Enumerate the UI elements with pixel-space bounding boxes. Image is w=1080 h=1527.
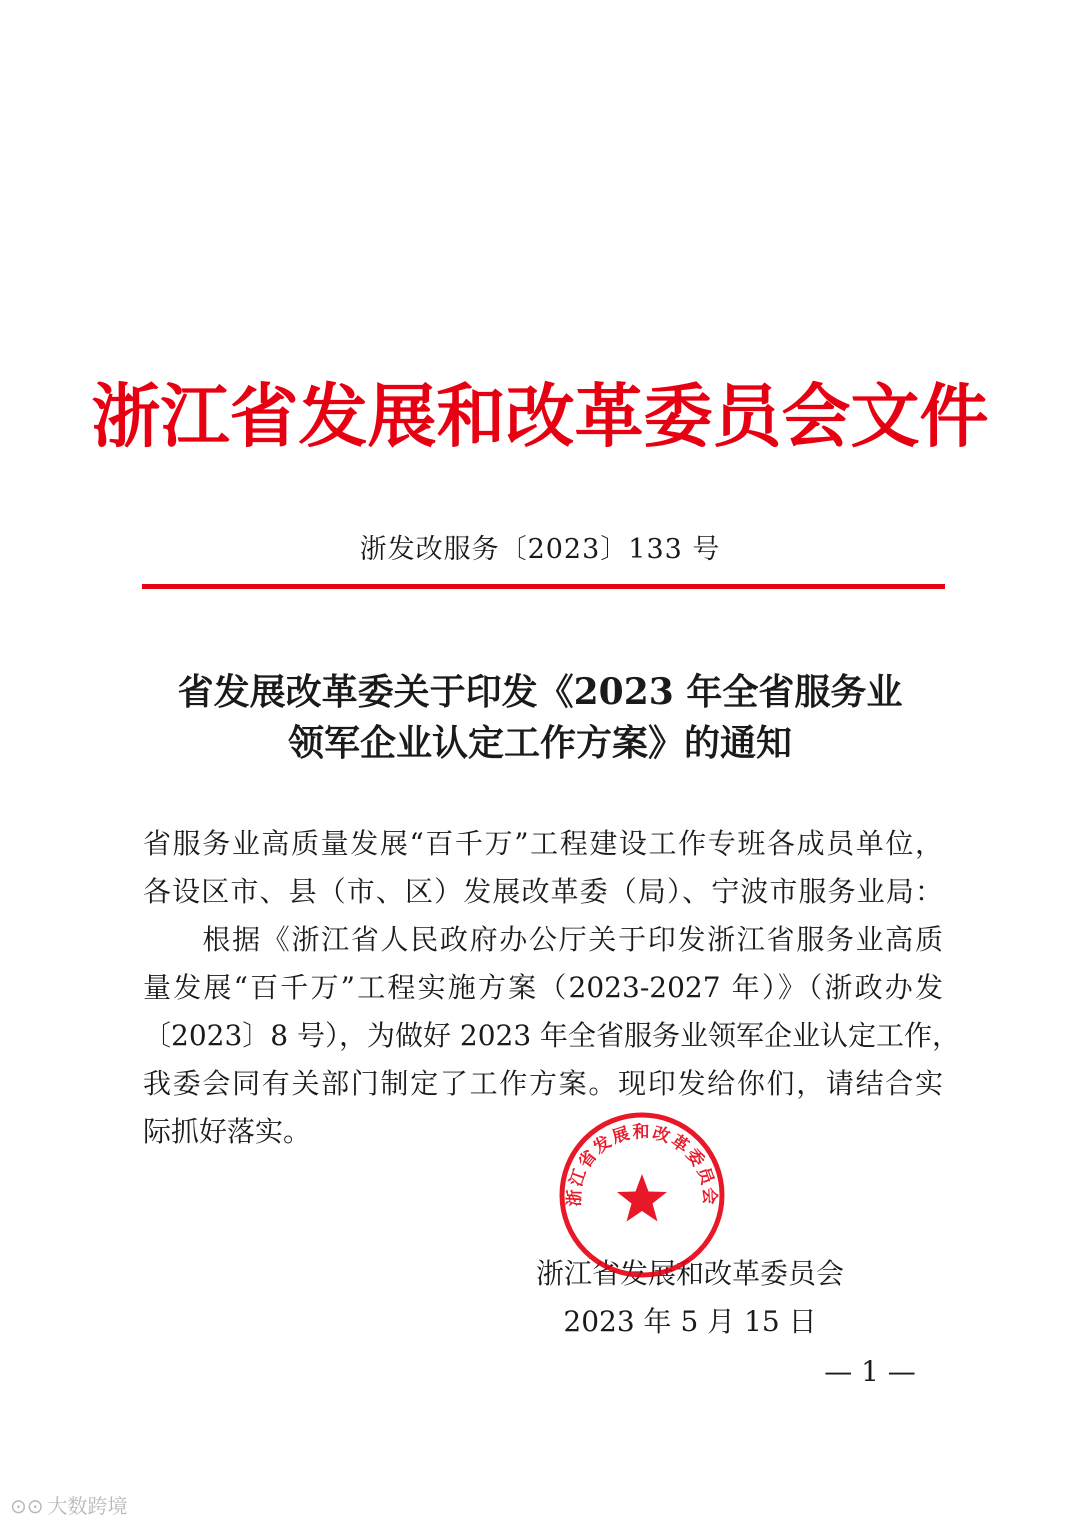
watermark <box>10 1493 128 1519</box>
signature-organization: 浙江省发展和改革委员会 <box>535 1257 844 1290</box>
header-red-divider <box>142 584 945 589</box>
body-line: 省服务业高质量发展“百千万”工程建设工作专班各成员单位， <box>143 827 943 860</box>
notice-title-line-2: 领军企业认定工作方案》的通知 <box>287 722 792 764</box>
body-line: 量发展“百千万”工程实施方案（2023-2027 年）》（浙政办发 <box>143 971 943 1004</box>
body-line: 〔2023〕8 号），为做好 2023 年全省服务业领军企业认定工作， <box>143 1019 961 1052</box>
document-header-title: 浙江省发展和改革委员会文件 <box>91 377 989 457</box>
body-line: 我委会同有关部门制定了工作方案。现印发给你们，请结合实 <box>143 1067 943 1100</box>
body-line: 各设区市、县（市、区）发展改革委（局）、宁波市服务业局： <box>143 875 943 908</box>
document-number: 浙发改服务〔2023〕133 号 <box>359 534 721 565</box>
body-line: 际抓好落实。 <box>143 1115 312 1148</box>
logo-icon: ⊙⊙ <box>10 1494 44 1518</box>
svg-text:浙江省发展和改革委员会: 浙江省发展和改革委员会 <box>564 1122 720 1207</box>
signature-date: 2023 年 5 月 15 日 <box>563 1305 817 1338</box>
page-number: — 1 — <box>824 1355 916 1388</box>
body-line: 根据《浙江省人民政府办公厅关于印发浙江省服务业高质 <box>143 923 943 956</box>
star-icon <box>617 1174 667 1222</box>
watermark-text: 大数跨境 <box>47 1494 128 1518</box>
official-seal <box>557 1110 727 1280</box>
notice-title-line-1: 省发展改革委关于印发《2023 年全省服务业 <box>177 671 903 713</box>
